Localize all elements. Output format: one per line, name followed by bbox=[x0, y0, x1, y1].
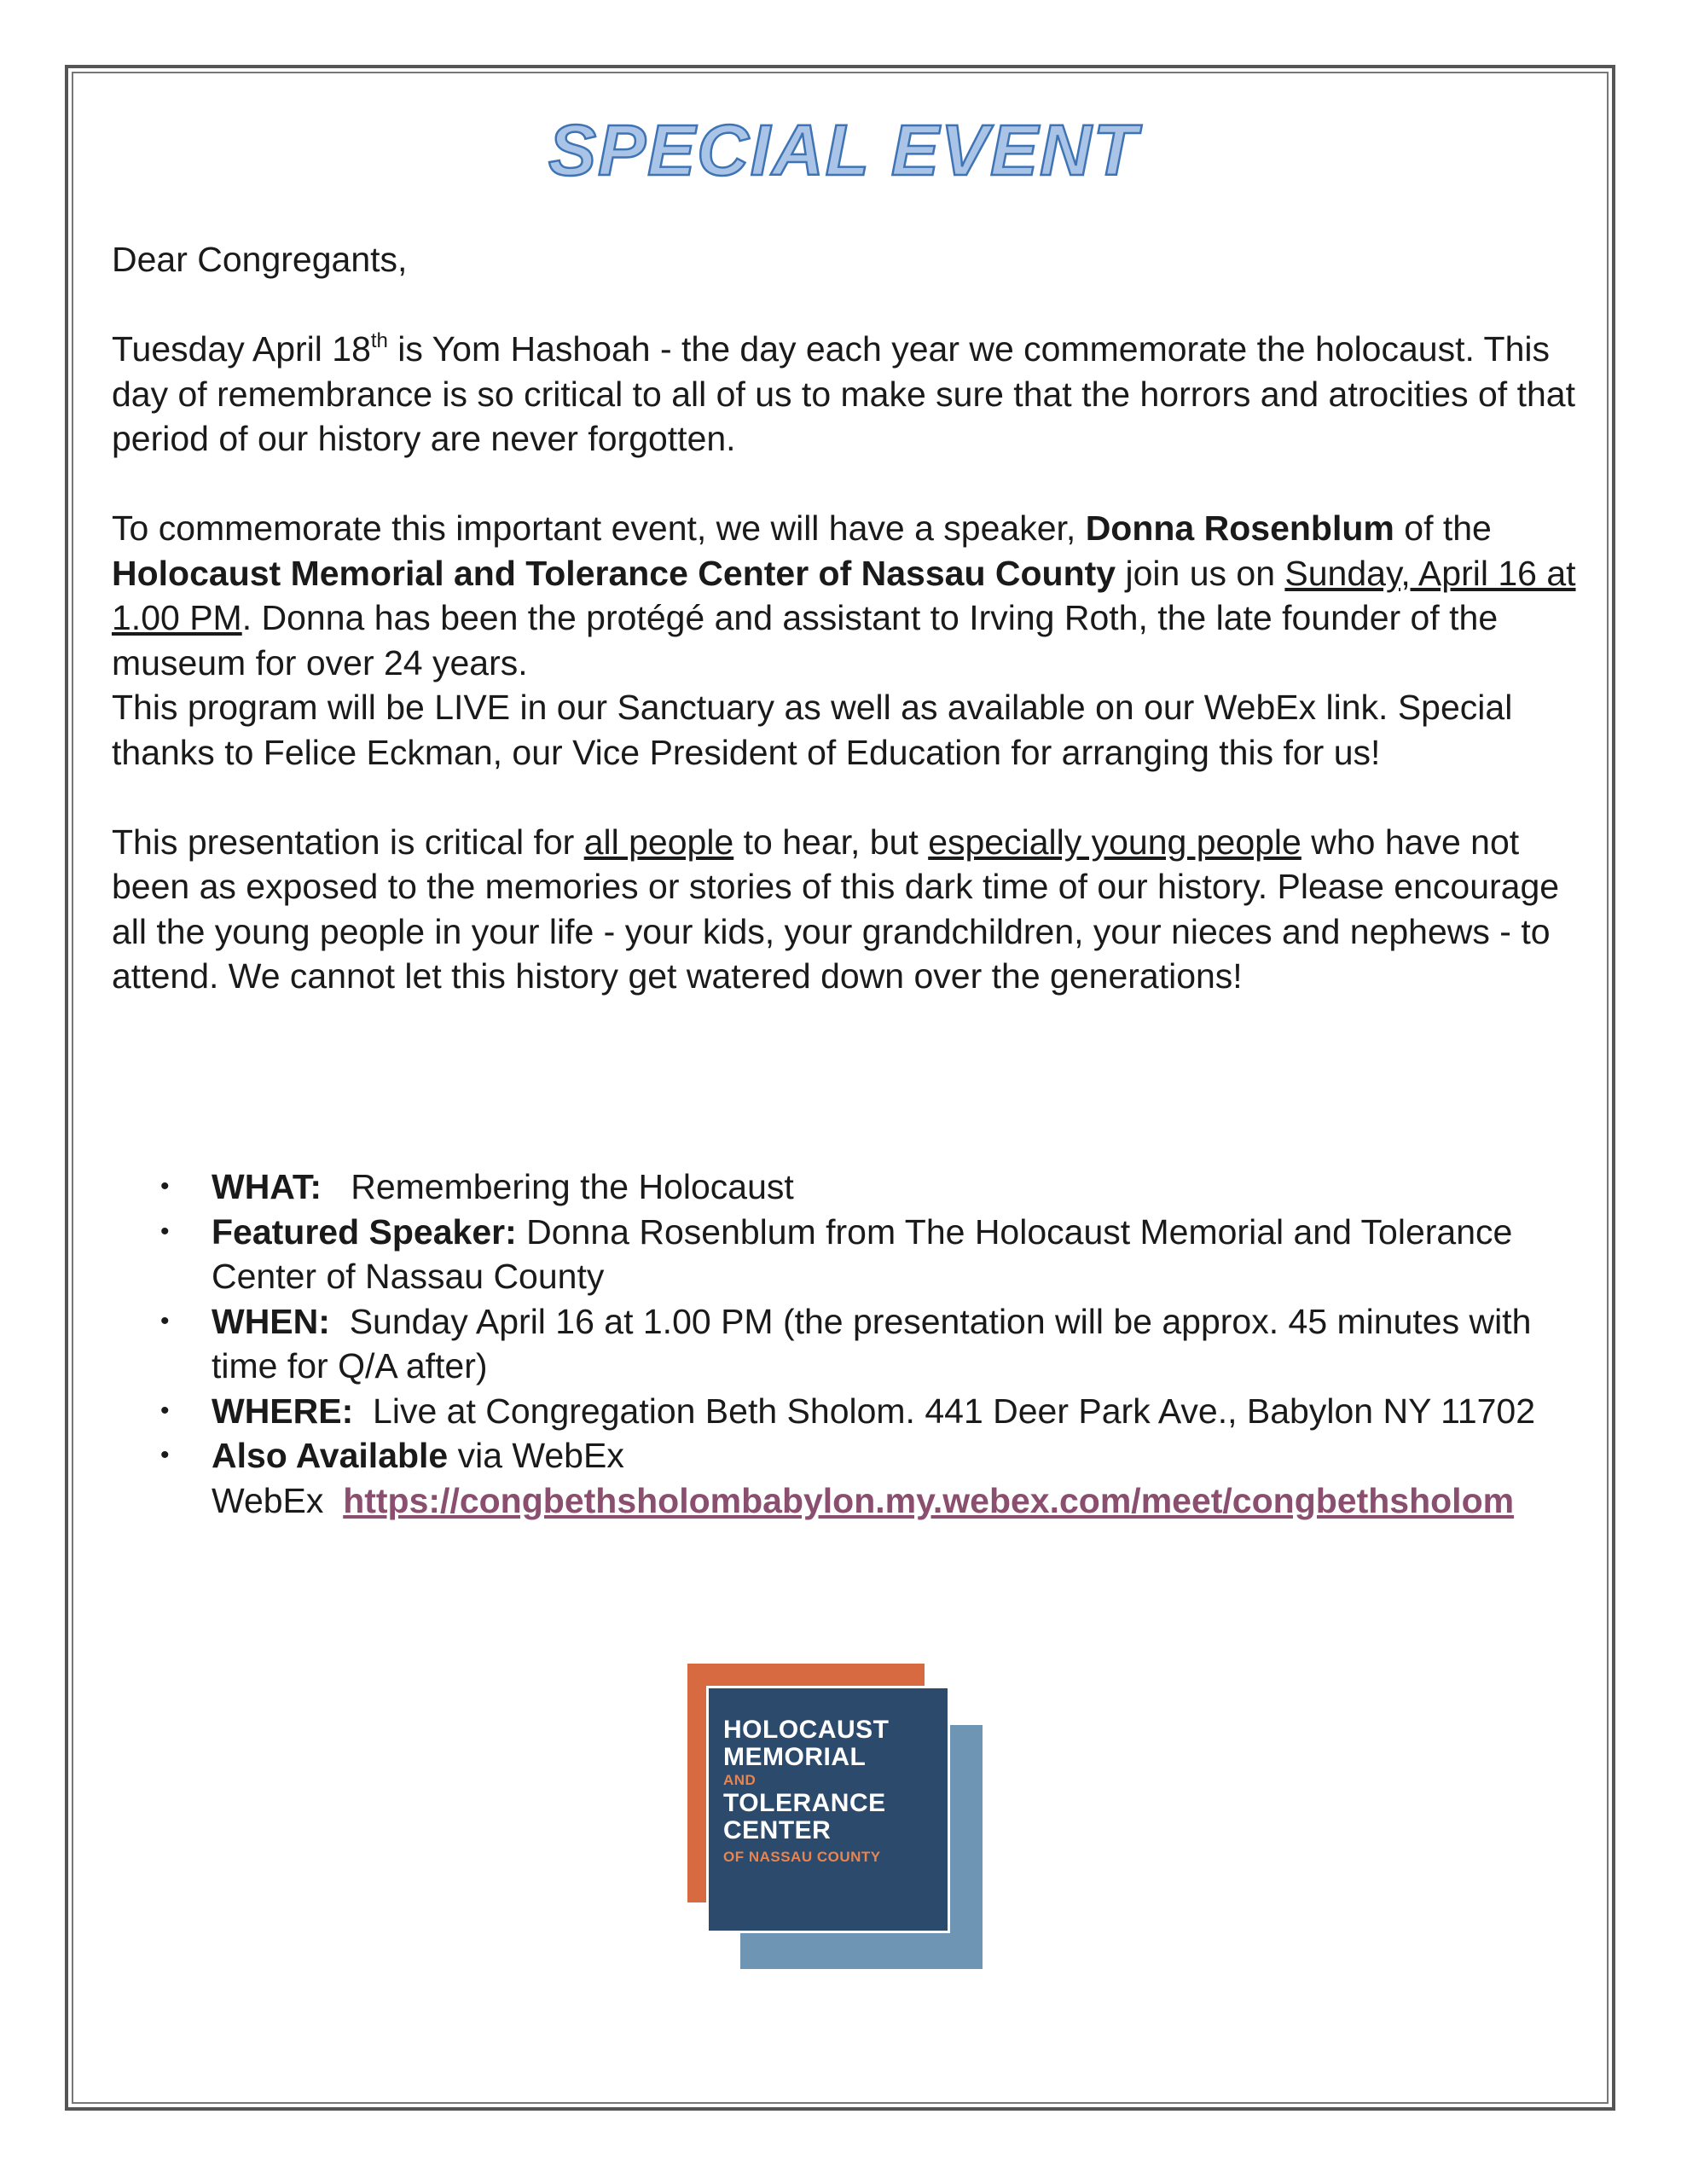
webex-link[interactable]: https://congbethsholombabylon.my.webex.com/meet/congbethsholom bbox=[343, 1480, 1515, 1520]
paragraph-yom-hashoah: Tuesday April 18th is Yom Hashoah - the day each year we commemorate the holocaust. This day of remembrance is so critical to all of us to make sure that the horrors and atrocities of that period of our history are never forgotten. bbox=[112, 329, 1575, 458]
salutation: Dear Congregants, bbox=[112, 240, 408, 279]
logo-text: HOLOCAUST MEMORIAL AND TOLERANCE CENTER OF NASSAU COUNTY bbox=[723, 1716, 890, 1865]
bullet-icon: • bbox=[160, 1217, 170, 1246]
paragraph-program: This program will be LIVE in our Sanctuary as well as available on our WebEx link. Special thanks to Felice Eckman, our Vice President of Education for arranging this for us! bbox=[112, 688, 1513, 772]
bullet-icon: • bbox=[160, 1396, 170, 1425]
holocaust-memorial-logo bbox=[687, 1664, 986, 1971]
detail-speaker: • Featured Speaker: Donna Rosenblum from The Holocaust Memorial and Tolerance Center of Nassau County bbox=[152, 1210, 1585, 1299]
event-details-list bbox=[152, 1165, 1585, 1523]
event-date: Sunday, April 16 at 1.00 PM bbox=[112, 553, 1576, 637]
paragraph-audience: This presentation is critical for all people to hear, but especially young people who have not been as exposed to the memories or stories of this dark time of our history. Please encourage all the young people in your life - your kids, your grandchildren, your nieces and nephews - to attend. We cannot let this history get watered down over the generations! bbox=[112, 822, 1560, 996]
detail-also-available: • Also Available via WebEx WebEx https://congbethsholombabylon.my.webex.com/meet/congbethsholom bbox=[152, 1433, 1585, 1523]
speaker-name: Donna Rosenblum bbox=[1085, 508, 1394, 548]
bullet-icon: • bbox=[160, 1441, 170, 1469]
organization-name: Holocaust Memorial and Tolerance Center of Nassau County bbox=[112, 553, 1116, 593]
bullet-icon: • bbox=[160, 1306, 170, 1335]
detail-when: • WHEN: Sunday April 16 at 1.00 PM (the presentation will be approx. 45 minutes with time for Q/A after) bbox=[152, 1299, 1585, 1389]
bullet-icon: • bbox=[160, 1172, 170, 1200]
detail-where: • WHERE: Live at Congregation Beth Sholom. 441 Deer Park Ave., Babylon NY 11702 bbox=[152, 1389, 1585, 1434]
paragraph-speaker: To commemorate this important event, we will have a speaker, Donna Rosenblum of the Holocaust Memorial and Tolerance Center of Nassau County join us on Sunday, April 16 at 1.00 PM. Donna has been the protégé and assistant to Irving Roth, the late founder of the museum for over 24 years. bbox=[112, 508, 1576, 682]
page-title: SPECIAL EVENT bbox=[548, 110, 1139, 190]
letter-body bbox=[112, 237, 1579, 999]
detail-what: • WHAT: Remembering the Holocaust bbox=[152, 1165, 1585, 1210]
